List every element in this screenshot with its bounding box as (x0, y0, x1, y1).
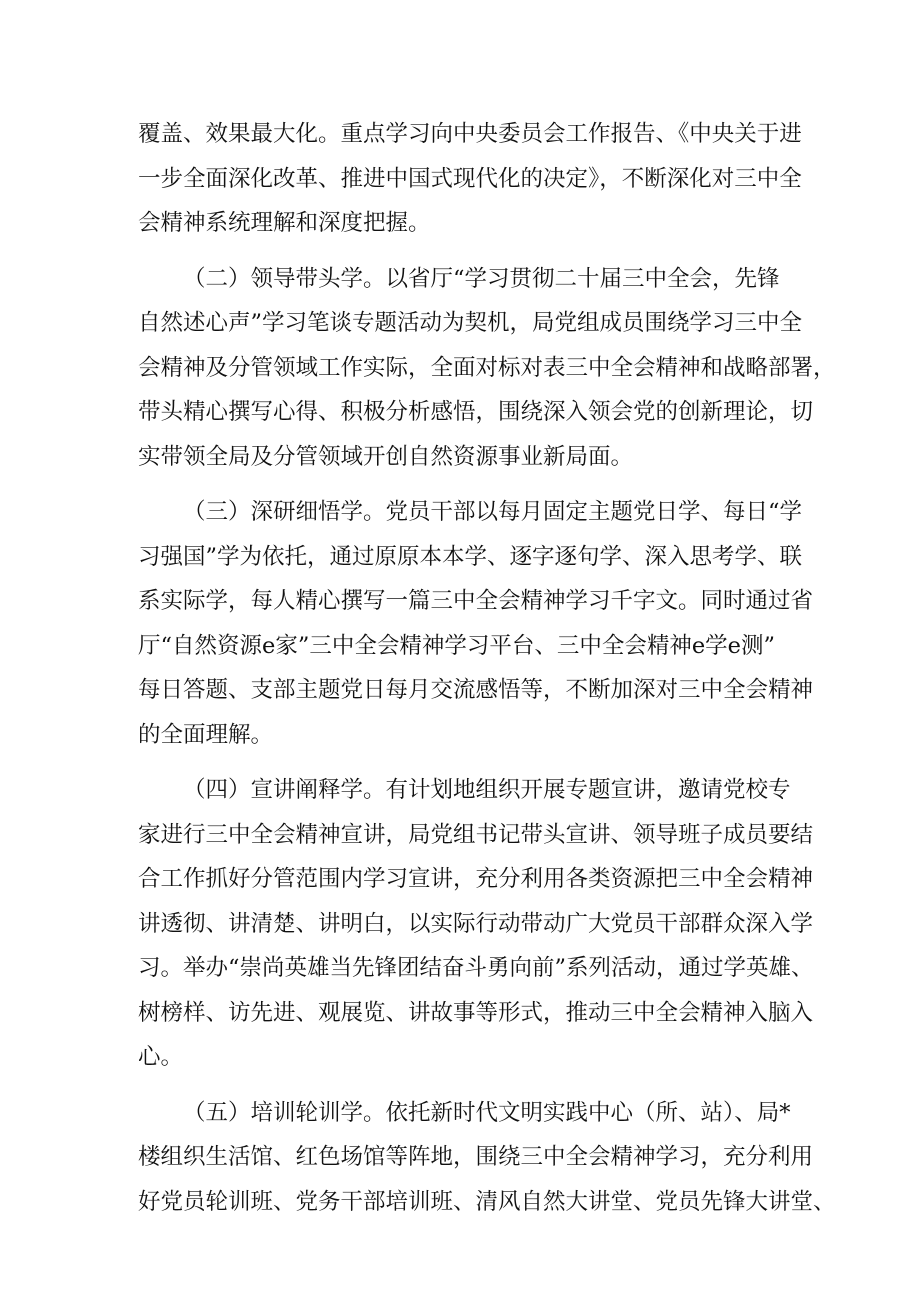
document-body (138, 112, 836, 1224)
paragraph-line: （五）培训轮训学。依托新时代文明实践中心（所、站）、局* (183, 1099, 791, 1126)
paragraph-line: 会精神及分管领域工作实际，全面对标对表三中全会精神和战略部署， (138, 354, 836, 381)
paragraph-1 (138, 112, 802, 246)
paragraph-line: 好党员轮训班、党务干部培训班、清风自然大讲堂、党员先锋大讲堂、 (138, 1188, 836, 1215)
paragraph-gap (138, 479, 786, 490)
paragraph-gap (138, 246, 786, 257)
paragraph-line: 覆盖、效果最大化。重点学习向中央委员会工作报告、《中央关于进 (138, 121, 802, 147)
paragraph-line: 习。举办“崇尚英雄当先锋团结奋斗勇向前”系列活动，通过学英雄、 (138, 955, 814, 981)
paragraph-3 (138, 490, 814, 757)
paragraph-line: （四）宣讲阐释学。有计划地组织开展专题宣讲，邀请党校专 (183, 777, 791, 803)
paragraph-line: 树榜样、访先进、观展览、讲故事等形式，推动三中全会精神入脑入 (138, 999, 814, 1026)
paragraph-line: 带头精心撰写心得、积极分析感悟，围绕深入领会党的创新理论，切 (138, 399, 814, 425)
paragraph-gap (138, 1080, 786, 1091)
paragraph-4 (138, 768, 814, 1080)
paragraph-line: 一步全面深化改革、推进中国式现代化的决定》，不断深化对三中全 (138, 165, 802, 192)
paragraph-line: 厅“自然资源e家”三中全会精神学习平台、三中全会精神e学e测” (138, 632, 775, 659)
paragraph-line: 的全面理解。 (138, 721, 274, 748)
paragraph-line: 心。 (138, 1044, 184, 1070)
paragraph-line: 习强国”学为依托，通过原原本本学、逐字逐句学、深入思考学、联 (138, 543, 803, 570)
paragraph-line: 实带领全局及分管领域开创自然资源事业新局面。 (138, 443, 634, 470)
paragraph-gap (138, 757, 786, 768)
paragraph-line: 家进行三中全会精神宣讲，局党组书记带头宣讲、领导班子成员要结 (138, 821, 814, 848)
paragraph-line: 楼组织生活馆、红色场馆等阵地，围绕三中全会精神学习，充分利用 (138, 1144, 814, 1170)
paragraph-2 (138, 257, 836, 480)
paragraph-line: （三）深研细悟学。党员干部以每月固定主题党日学、每日“学 (183, 499, 803, 525)
paragraph-line: （二）领导带头学。以省厅“学习贯彻二十届三中全会，先锋 (183, 265, 780, 292)
paragraph-5 (138, 1091, 836, 1225)
paragraph-line: 自然述心声”学习笔谈专题活动为契机，局党组成员围绕学习三中全 (138, 310, 803, 336)
paragraph-line: 每日答题、支部主题党日每月交流感悟等，不断加深对三中全会精神 (138, 677, 814, 703)
paragraph-line: 讲透彻、讲清楚、讲明白，以实际行动带动广大党员干部群众深入学 (138, 910, 814, 937)
paragraph-line: 会精神系统理解和深度把握。 (138, 210, 431, 236)
paragraph-line: 合工作抓好分管范围内学习宣讲，充分利用各类资源把三中全会精神 (138, 866, 814, 892)
paragraph-line: 系实际学，每人精心撰写一篇三中全会精神学习千字文。同时通过省 (138, 588, 814, 614)
